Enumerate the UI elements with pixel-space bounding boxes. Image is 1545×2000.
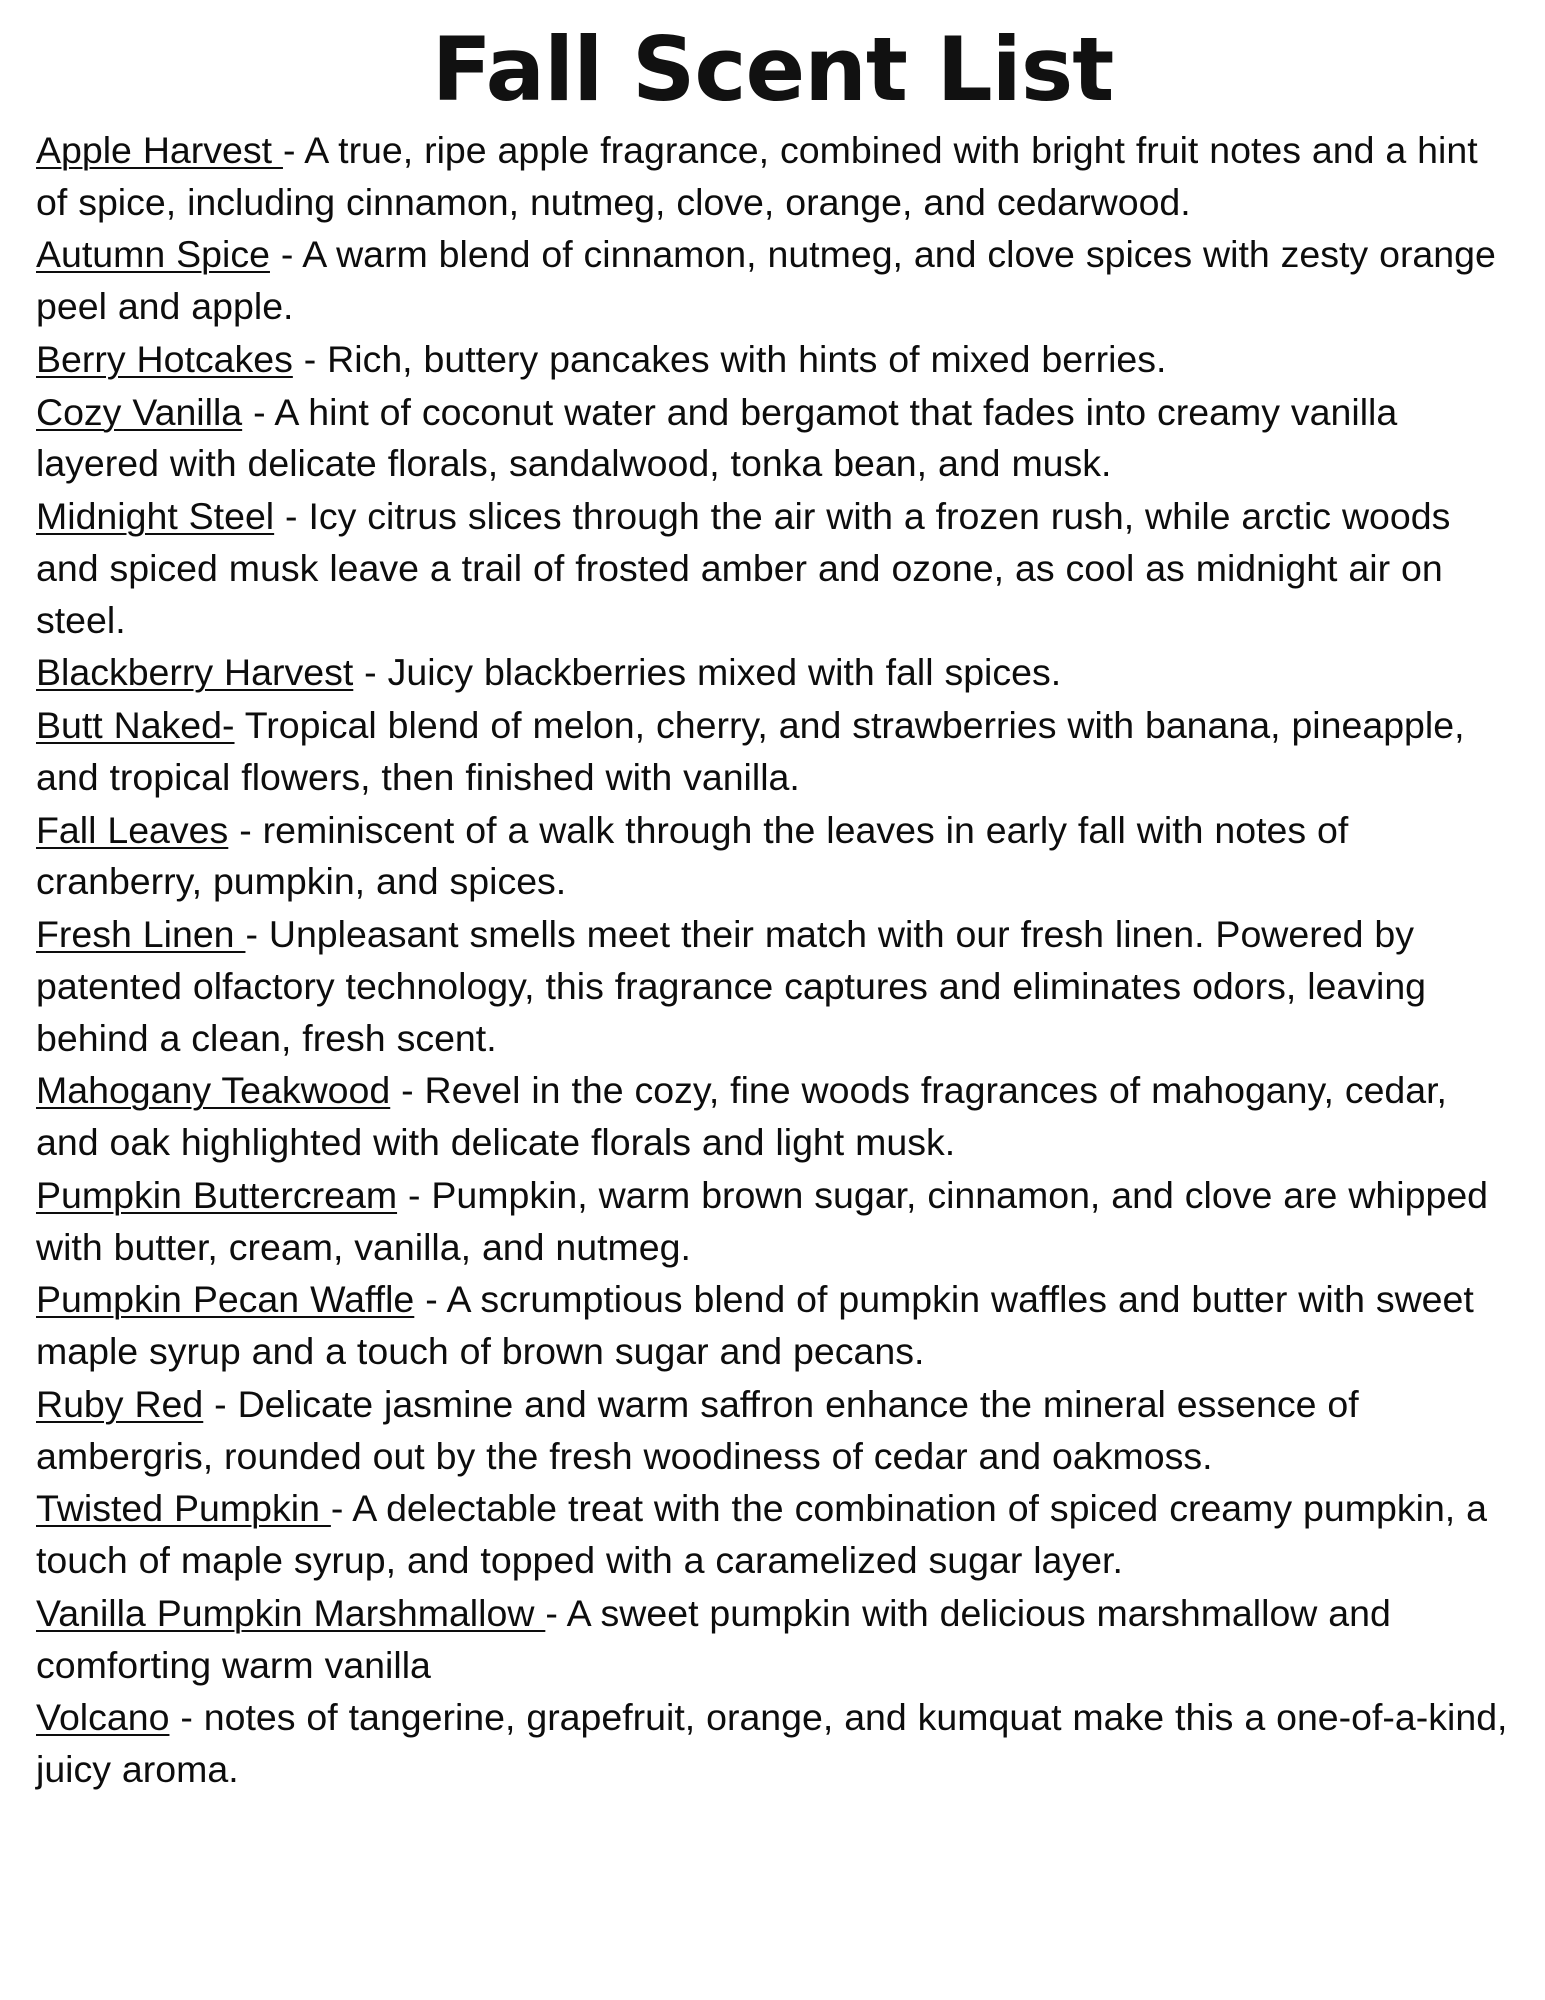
list-item <box>36 229 1509 333</box>
scent-name: Autumn Spice <box>36 233 270 276</box>
scent-name: Ruby Red <box>36 1382 204 1425</box>
scent-name: Volcano <box>36 1696 170 1739</box>
scent-name: Midnight Steel <box>36 495 275 538</box>
scent-description: - A warm blend of cinnamon, nutmeg, and clove spices with zesty orange peel and apple. <box>36 233 1507 328</box>
scent-name: Fresh Linen <box>36 913 246 956</box>
scent-description: Tropical blend of melon, cherry, and strawberries with banana, pineapple, and tropical flowers, then finished with vanilla. <box>36 704 1476 798</box>
scent-description: - Delicate jasmine and warm saffron enhance the mineral essence of ambergris, rounded out by the fresh woodiness of cedar and oakmoss. <box>36 1382 1370 1477</box>
list-item <box>36 805 1509 909</box>
scent-description: - reminiscent of a walk through the leaves in early fall with notes of cranberry, pumpkin, and spices. <box>36 808 1360 903</box>
list-item <box>36 1170 1509 1274</box>
scent-name: Pumpkin Buttercream <box>36 1173 398 1216</box>
scent-list <box>36 125 1519 1796</box>
scent-name: Twisted Pumpkin <box>36 1487 331 1530</box>
list-item <box>36 700 1509 804</box>
list-item <box>36 1588 1509 1692</box>
scent-name: Mahogany Teakwood <box>36 1069 391 1112</box>
scent-name: Butt Naked- <box>36 704 235 747</box>
list-item <box>36 334 1509 386</box>
list-item <box>36 1692 1519 1796</box>
list-item <box>36 909 1509 1064</box>
scent-description: - Icy citrus slices through the air with a frozen rush, while arctic woods and spiced musk leave a trail of frosted amber and ozone, as cool as midnight air on steel. <box>36 495 1462 641</box>
scent-description: - Pumpkin, warm brown sugar, cinnamon, and clove are whipped with butter, cream, vanilla, and nutmeg. <box>36 1173 1499 1268</box>
scent-name: Blackberry Harvest <box>36 651 354 694</box>
scent-description: - A true, ripe apple fragrance, combined with bright fruit notes and a hint of spice, including cinnamon, nutmeg, clove, orange, and cedarwood. <box>36 128 1489 223</box>
list-item <box>36 1379 1509 1483</box>
scent-description: - A scrumptious blend of pumpkin waffles and butter with sweet maple syrup and a touch of brown sugar and pecans. <box>36 1278 1485 1373</box>
scent-description: - A delectable treat with the combination of spiced creamy pumpkin, a touch of maple syrup, and topped with a caramelized sugar layer. <box>36 1487 1498 1582</box>
scent-description: - Rich, buttery pancakes with hints of mixed berries. <box>292 337 1167 380</box>
scent-name: Cozy Vanilla <box>36 390 243 433</box>
scent-name: Apple Harvest <box>36 128 283 171</box>
scent-description: - Revel in the cozy, fine woods fragrances of mahogany, cedar, and oak highlighted with delicate florals and light musk. <box>36 1069 1458 1164</box>
scent-name: Vanilla Pumpkin Marshmallow <box>36 1591 546 1634</box>
list-item <box>36 647 1509 699</box>
list-item <box>36 1065 1509 1169</box>
scent-name: Pumpkin Pecan Waffle <box>36 1278 415 1321</box>
scent-name: Fall Leaves <box>36 808 229 851</box>
list-item <box>36 1274 1509 1378</box>
list-item <box>36 1483 1509 1587</box>
list-item <box>36 125 1509 229</box>
list-item <box>36 387 1509 491</box>
scent-description: - Unpleasant smells meet their match with our fresh linen. Powered by patented olfactory technology, this fragrance captures and eliminates odors, leaving behind a clean, fresh scent. <box>36 913 1437 1059</box>
scent-description: - A sweet pumpkin with delicious marshmallow and comforting warm vanilla <box>36 1591 1402 1686</box>
scent-description: - notes of tangerine, grapefruit, orange, and kumquat make this a one-of-a-kind, juicy aroma. <box>36 1696 1519 1791</box>
page-title: Fall Scent List <box>431 18 1114 121</box>
scent-description: - A hint of coconut water and bergamot that fades into creamy vanilla layered with delicate florals, sandalwood, tonka bean, and musk. <box>36 390 1409 485</box>
list-item <box>36 491 1509 646</box>
scent-description: - Juicy blackberries mixed with fall spices. <box>353 651 1062 694</box>
scent-name: Berry Hotcakes <box>36 337 293 380</box>
